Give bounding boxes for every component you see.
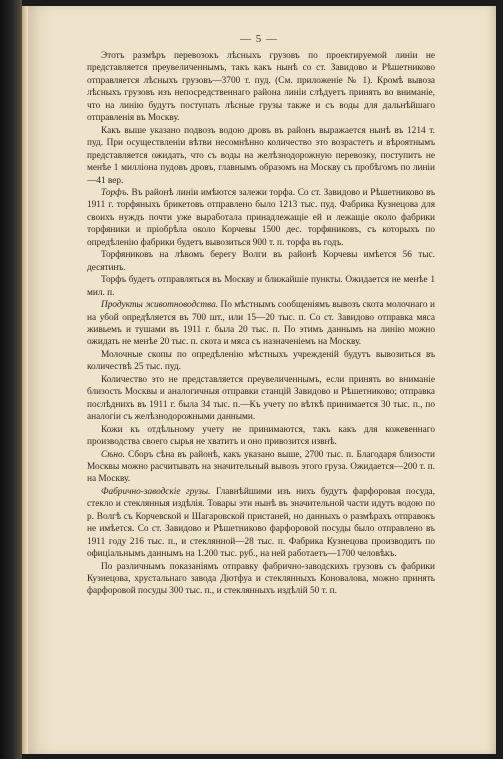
paragraph <box>87 249 435 274</box>
paragraph <box>87 561 435 598</box>
paragraph-text: Въ районѣ линіи имѣются залежи торфа. Со ст. Завидово и Рѣшетниково въ 1911 г. торфяныхъ брикетовъ отправлено было 1213 тыс. пуд. Фабрика Кузнецова для своихъ нуждъ почти уже выработала принадлежащіе ей и лежащіе около фабрики торфяники и пріобрѣла около Корчевы 1500 дес. торфяниковъ, съ которыхъ по опредѣленію фабрики будетъ вывозиться 900 т. п. торфа въ годъ. <box>87 187 435 248</box>
paragraph <box>87 424 435 449</box>
paragraph <box>87 486 435 561</box>
paragraph-text: Кожи къ отдѣльному учету не принимаются, такъ какъ для кожевеннаго производства своего сырья не хватитъ и оно привозится извнѣ. <box>87 424 435 448</box>
section-lead: Сѣно. <box>101 449 125 460</box>
document-page <box>22 6 496 754</box>
paragraph <box>87 374 435 424</box>
paragraph-text: Какъ выше указано подвозъ водою дровъ въ районъ выражается нынѣ въ 1214 т. пуд. При осуществленіи вѣтви несомнѣнно количество это возрастетъ и вѣроятнымъ представляется ожидать, что съ воды на желѣзнодорожную перевозку, поступитъ не менѣе 1 милліона пудовъ дровъ, главнымъ образомъ на Москву съ пробѣгомъ по линіи—41 вер. <box>87 125 435 186</box>
paragraph <box>87 274 435 299</box>
paragraph <box>87 299 435 349</box>
paragraph <box>87 449 435 486</box>
section-lead: Фабрично-заводскіе грузы. <box>101 486 211 497</box>
paragraph-text: Сборъ сѣна въ районѣ, какъ указано выше, 2700 тыс. п. Благодаря близости Москвы можно расчитывать на значительный вывозъ этого груза. Ожидается—200 т. п. на Москву. <box>87 449 435 485</box>
paragraph-text: Молочные скопы по опредѣленію мѣстныхъ учрежденій будутъ вывозиться въ количествѣ 25 тыс. пуд. <box>87 349 435 373</box>
paragraph-text: Торфяниковъ на лѣвомъ берегу Волги въ районѣ Корчевы имѣется 56 тыс. десятинъ. <box>87 250 435 273</box>
body-text <box>87 50 435 598</box>
paragraph-text: Этотъ размѣръ перевозокъ лѣсныхъ грузовъ по проектируемой линіи не представляется преувеличеннымъ, такъ какъ нынѣ со ст. Завидово и Рѣшетниково отправляется лѣсныхъ грузовъ—3700 т. пуд. (См. приложеніе № 1). Кромѣ вывоза лѣсныхъ грузовъ изъ непосредственнаго района линіи слѣдуетъ принять во вниманіе, что на линію будутъ поступать лѣсные грузы также и съ воды для дальнѣйшаго отправленія въ Москву. <box>87 51 435 124</box>
book-binding <box>0 0 22 759</box>
section-lead: Продукты животноводства. <box>101 300 219 311</box>
section-lead: Торфъ. <box>101 187 129 198</box>
paragraph-text: Торфъ будетъ отправляться въ Москву и ближайшіе пункты. Ожидается не менѣе 1 мил. п. <box>87 275 435 298</box>
page-number: — 5 — <box>240 33 278 45</box>
paragraph <box>87 125 435 187</box>
paragraph-text: По мѣстнымъ сообщеніямъ вывозъ скота молочнаго и на убой опредѣляется въ 700 шт., или 15—20 тыс. п. Со ст. Завидово отправка мяса живьемъ и тушами въ 1911 г. была 20 тыс. п. По этимъ даннымъ на линію можно ожидать не менѣе 20 тыс. п. скота и мяса съ назначеніемъ на Москву. <box>87 300 436 348</box>
paragraph <box>87 50 435 125</box>
paragraph-text: По различнымъ показаніямъ отправку фабрично-заводскихъ грузовъ съ фабрики Кузнецова, хрустальнаго завода Дютфуа и стеклянныхъ Коновалова, можно принять фарфоровой посуды 300 тыс. п., и стеклянныхъ издѣлій 50 т. п. <box>87 561 435 597</box>
paragraph <box>87 187 435 249</box>
paragraph-text: Количество это не представляется преувеличеннымъ, если принять во вниманіе близость Москвы и аналогичныя отправки станцій Завидово и Рѣшетниково; отправка послѣднихъ въ 1911 г. была 34 тыс. п.—Къ учету по вѣткѣ принимается 30 тыс. п., по аналогіи съ желѣзнодорожными данными. <box>87 374 435 423</box>
paragraph <box>87 349 435 374</box>
paragraph-text: Главнѣйшими изъ нихъ будутъ фарфоровая посуда, стекло и стеклянныя издѣлія. Товары эти нынѣ въ значительной части идутъ водою по р. Волгѣ съ Корчевской и Шагаровской пристаней, но данныхъ о размѣрахъ отправокъ не имѣется. Со ст. Завидово и Рѣшетниково фарфоровой посуды было отправлено въ 1911 году 216 тыс. п., и стеклянной—28 тыс. п. Фабрика Кузнецова производитъ по офиціальнымъ даннымъ на 1.200 тыс. руб., на ней работаетъ—1700 человѣкъ. <box>87 486 435 560</box>
